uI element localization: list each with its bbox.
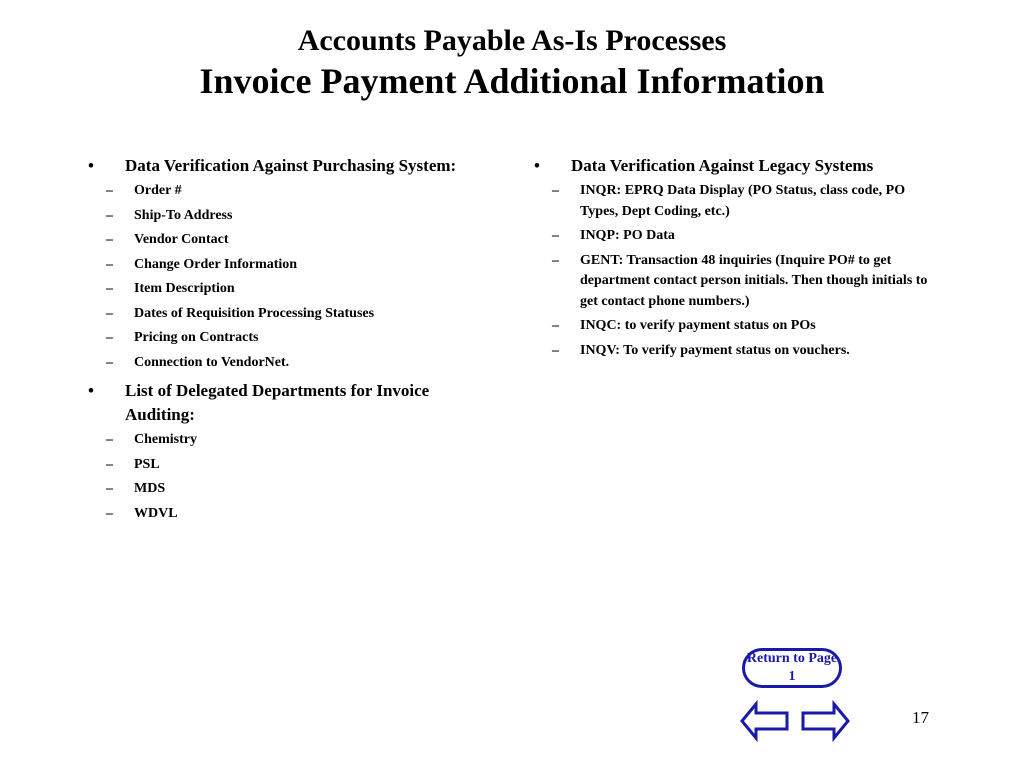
dash-icon: – xyxy=(106,330,113,345)
dash-icon: – xyxy=(106,432,113,447)
list-item: – INQV: To verify payment status on vouchers. xyxy=(534,341,934,362)
bullet-icon: • xyxy=(534,156,540,175)
dash-icon: – xyxy=(106,183,113,198)
page-number: 17 xyxy=(912,708,929,727)
bullet-legacy-systems xyxy=(534,154,934,361)
sub-list xyxy=(88,181,488,373)
list-item: – PSL xyxy=(88,455,488,476)
list-item: – Chemistry xyxy=(88,430,488,451)
bullet-purchasing xyxy=(88,154,488,373)
slide-title xyxy=(0,22,1024,102)
dash-icon: – xyxy=(106,232,113,247)
list-item: – MDS xyxy=(88,479,488,500)
bullet-delegated-departments xyxy=(88,379,488,524)
title-line-2: Invoice Payment Additional Information xyxy=(199,61,825,101)
dash-icon: – xyxy=(106,207,113,223)
bullet-text: Data Verification Against Purchasing System: xyxy=(125,156,457,175)
list-item: – Order # xyxy=(88,181,488,202)
list-item: – Vendor Contact xyxy=(88,230,488,251)
dash-icon: – xyxy=(552,252,559,268)
sub-list xyxy=(88,430,488,524)
list-item: – Connection to VendorNet. xyxy=(88,353,488,374)
right-column xyxy=(534,152,934,367)
left-column xyxy=(88,152,488,530)
bullet-text: List of Delegated Departments for Invoice Auditing: xyxy=(125,381,430,424)
dash-icon: – xyxy=(106,505,113,521)
dash-icon: – xyxy=(106,354,113,370)
list-item: – WDVL xyxy=(88,504,488,525)
sub-list xyxy=(534,181,934,361)
list-item: – INQP: PO Data xyxy=(534,226,934,247)
dash-icon: – xyxy=(552,183,559,198)
bullet-icon: • xyxy=(88,156,94,175)
dash-icon: – xyxy=(106,281,113,296)
dash-icon: – xyxy=(106,256,113,272)
list-item: – Dates of Requisition Processing Statuses xyxy=(88,304,488,325)
bullet-text: Data Verification Against Legacy Systems xyxy=(571,156,874,175)
dash-icon: – xyxy=(106,305,113,321)
list-item: – Pricing on Contracts xyxy=(88,328,488,349)
dash-icon: – xyxy=(552,342,559,358)
list-item: – Item Description xyxy=(88,279,488,300)
return-to-page-1-button[interactable]: Return to Page 1 xyxy=(742,648,842,688)
dash-icon: – xyxy=(106,481,113,496)
list-item: – GENT: Transaction 48 inquiries (Inquire PO# to get department contact person initials. Then though initials to get contact phone numbers.) xyxy=(552,252,928,309)
left-arrow-icon[interactable] xyxy=(740,700,790,742)
right-arrow-icon[interactable] xyxy=(800,700,850,742)
list-item: – INQR: EPRQ Data Display (PO Status, class code, PO Types, Dept Coding, etc.) xyxy=(552,183,906,219)
title-line-1: Accounts Payable As-Is Processes xyxy=(297,24,727,57)
bullet-icon: • xyxy=(88,381,94,400)
dash-icon: – xyxy=(552,318,559,333)
dash-icon: – xyxy=(106,456,113,472)
dash-icon: – xyxy=(552,228,559,243)
list-item: – INQC: to verify payment status on POs xyxy=(534,316,934,337)
list-item: – Change Order Information xyxy=(88,255,488,276)
list-item: – Ship-To Address xyxy=(88,206,488,227)
